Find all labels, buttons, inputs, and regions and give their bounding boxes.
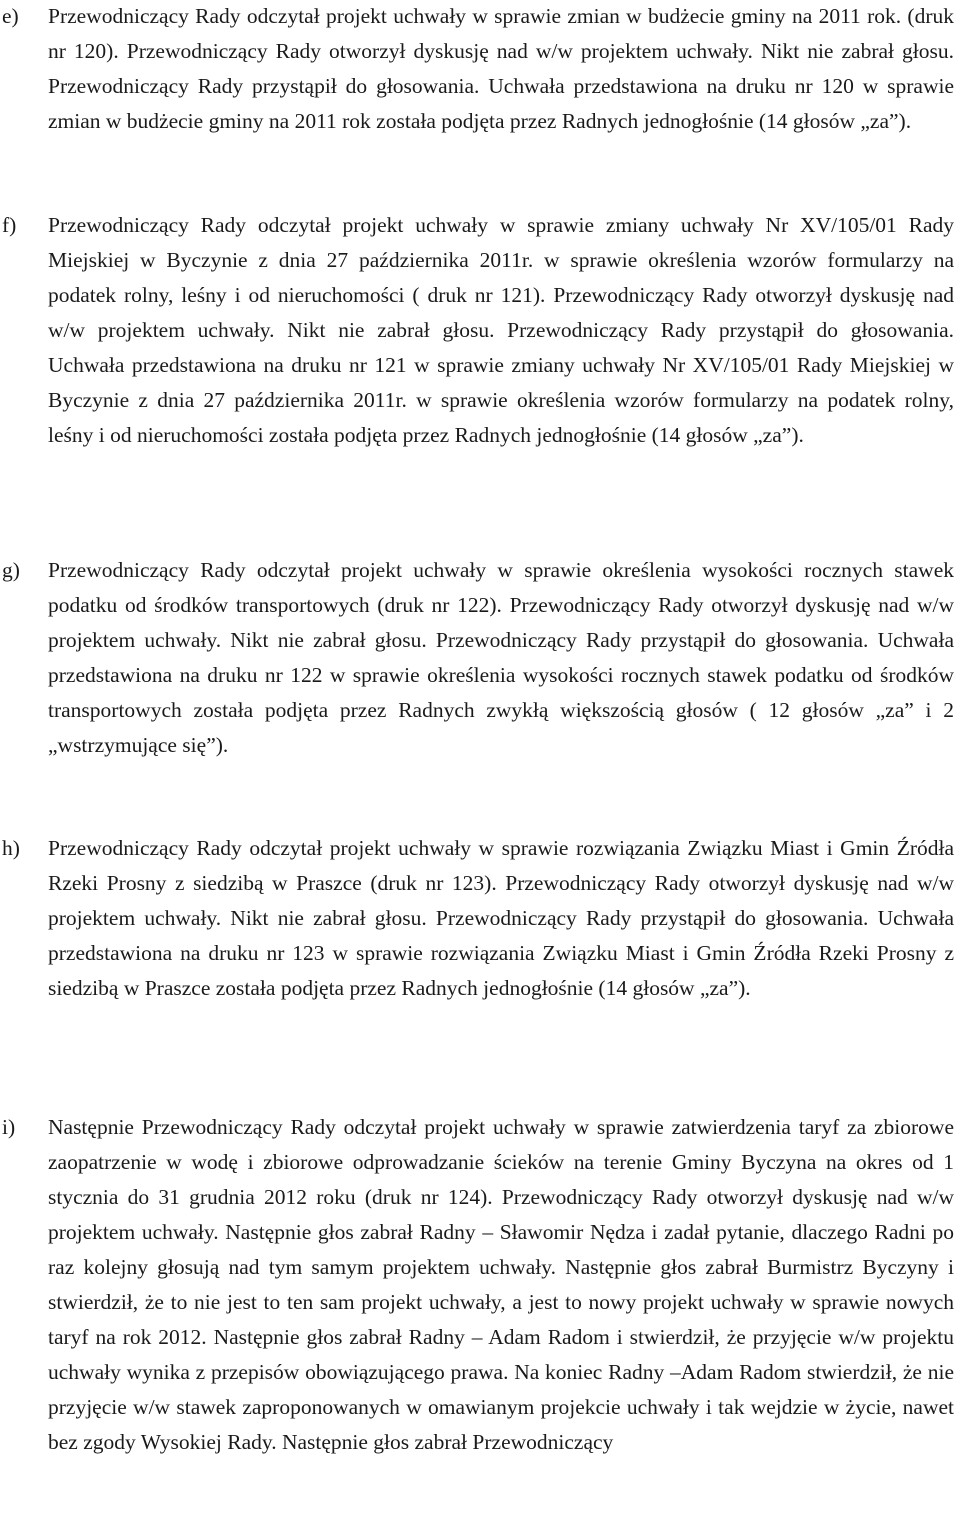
list-marker: f) [2,213,17,237]
list-marker: e) [2,4,19,28]
paragraph-text: Przewodniczący Rady odczytał projekt uchwały w sprawie określenia wysokości rocznych stawek podatku od środków transportowych (druk nr 122). Przewodniczący Rady otworzył dyskusję nad w/w projektem uchwały. Nikt nie zabrał głosu. Przewodniczący Rady przystąpił do głosowania. Uchwała przedstawiona na druku nr 122 w sprawie określenia wysokości rocznych stawek podatku od środków transportowych została podjęta przez Radnych zwykłą większością głosów ( 12 głosów „za” i 2 „wstrzymujące się”). [48,558,954,757]
list-item-f [0,208,960,453]
list-item-i [0,1110,960,1460]
list-marker: g) [2,558,20,582]
list-marker: h) [2,836,20,860]
paragraph-text: Następnie Przewodniczący Rady odczytał projekt uchwały w sprawie zatwierdzenia taryf za zbiorowe zaopatrzenie w wodę i zbiorowe odprowadzanie ścieków na terenie Gminy Byczyna na okres od 1 stycznia do 31 grudnia 2012 roku (druk nr 124). Przewodniczący Rady otworzył dyskusję nad w/w projektem uchwały. Następnie głos zabrał Radny – Sławomir Nędza i zadał pytanie, dlaczego Radni po raz kolejny głosują nad tym samym projektem uchwały. Następnie głos zabrał Burmistrz Byczyny i stwierdził, że to nie jest to ten sam projekt uchwały, a jest to nowy projekt uchwały w sprawie nowych taryf na rok 2012. Następnie głos zabrał Radny – Adam Radom i stwierdził, że przyjęcie w/w projektu uchwały wynika z przepisów obowiązującego prawa. Na koniec Radny –Adam Radom stwierdził, że nie przyjęcie w/w stawek zaproponowanych w omawianym projekcie uchwały i tak wejdzie w życie, nawet bez zgody Wysokiej Rady. Następnie głos zabrał Przewodniczący [48,1115,954,1454]
list-item-g [0,553,960,763]
list-item-e [0,0,960,139]
list-marker: i) [2,1115,16,1139]
paragraph-text: Przewodniczący Rady odczytał projekt uchwały w sprawie rozwiązania Związku Miast i Gmin Źródła Rzeki Prosny z siedzibą w Praszce (druk nr 123). Przewodniczący Rady otworzył dyskusję nad w/w projektem uchwały. Nikt nie zabrał głosu. Przewodniczący Rady przystąpił do głosowania. Uchwała przedstawiona na druku nr 123 w sprawie rozwiązania Związku Miast i Gmin Źródła Rzeki Prosny z siedzibą w Praszce została podjęta przez Radnych jednogłośnie (14 głosów „za”). [48,836,954,1000]
paragraph-text: Przewodniczący Rady odczytał projekt uchwały w sprawie zmian w budżecie gminy na 2011 rok. (druk nr 120). Przewodniczący Rady otworzył dyskusję nad w/w projektem uchwały. Nikt nie zabrał głosu. Przewodniczący Rady przystąpił do głosowania. Uchwała przedstawiona na druku nr 120 w sprawie zmian w budżecie gminy na 2011 rok została podjęta przez Radnych jednogłośnie (14 głosów „za”). [48,4,954,133]
paragraph-text: Przewodniczący Rady odczytał projekt uchwały w sprawie zmiany uchwały Nr XV/105/01 Rady Miejskiej w Byczynie z dnia 27 października 2011r. w sprawie określenia wzorów formularzy na podatek rolny, leśny i od nieruchomości ( druk nr 121). Przewodniczący Rady otworzył dyskusję nad w/w projektem uchwały. Nikt nie zabrał głosu. Przewodniczący Rady przystąpił do głosowania. Uchwała przedstawiona na druku nr 121 w sprawie zmiany uchwały Nr XV/105/01 Rady Miejskiej w Byczynie z dnia 27 października 2011r. w sprawie określenia wzorów formularzy na podatek rolny, leśny i od nieruchomości została podjęta przez Radnych jednogłośnie (14 głosów „za”). [48,213,954,447]
list-item-h [0,831,960,1006]
